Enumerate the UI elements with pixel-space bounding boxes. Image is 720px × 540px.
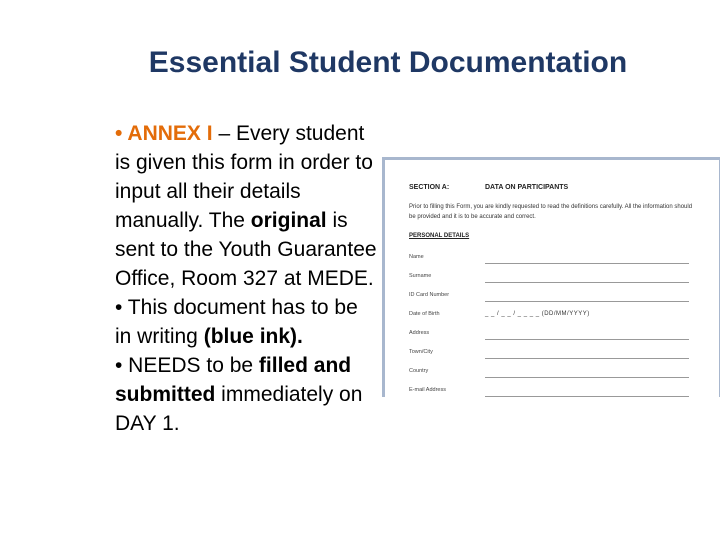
field-label: E-mail Address [409,387,446,393]
field-label: Name [409,254,424,260]
bullet-deadline-text: • NEEDS to be [115,354,259,377]
bullet-ink [115,293,377,351]
slide-title: Essential Student Documentation [148,46,628,79]
field-line [485,377,689,378]
form-field-country [409,368,709,380]
bullet-deadline-rest: immediately on DAY 1. [115,383,363,435]
field-label: Town/City [409,349,433,355]
field-label: Surname [409,273,432,279]
field-label: Country [409,368,429,374]
form-field-dob [409,311,709,323]
field-line [485,358,689,359]
annex-label: ANNEX I [127,122,213,145]
field-line [485,263,689,264]
form-field-email [409,387,709,397]
form-field-name [409,254,709,266]
bullet-annex-prefix: • [115,122,128,145]
bullet-ink-text: • This document has to be in writing [115,296,358,348]
personal-details-heading: PERSONAL DETAILS [409,233,470,239]
field-line [485,301,689,302]
form-field-surname [409,273,709,285]
original-emphasis: original [250,209,327,232]
form-section-label: SECTION A: [409,184,450,191]
field-label: ID Card Number [409,292,450,298]
bullet-annex-rest: is sent to the Youth Guarantee Office, Room 327 at MEDE. [115,209,377,290]
blue-ink-emphasis: (blue ink). [203,325,303,348]
form-preview-image [382,157,720,397]
bullet-annex [115,119,377,293]
form-field-id [409,292,709,304]
field-line [485,282,689,283]
form-instructions: Prior to filling this Form, you are kindly requested to read the definitions carefully. All the information should be provided and it is to be accurate and correct. [409,204,693,220]
field-line [485,339,689,340]
bullet-deadline [115,351,377,438]
form-field-town [409,349,709,361]
field-label: Date of Birth [409,311,440,317]
filled-submitted-emphasis: filled and submitted [115,354,352,406]
field-line [485,396,689,397]
dob-format: _ _ / _ _ / _ _ _ _ (DD/MM/YYYY) [485,311,590,317]
field-label: Address [409,330,430,336]
bullet-list [115,119,377,438]
bullet-annex-text: – Every student is given this form in order to input all their details manually. The [115,122,373,232]
form-section-title: DATA ON PARTICIPANTS [485,184,569,191]
form-field-address [409,330,709,342]
